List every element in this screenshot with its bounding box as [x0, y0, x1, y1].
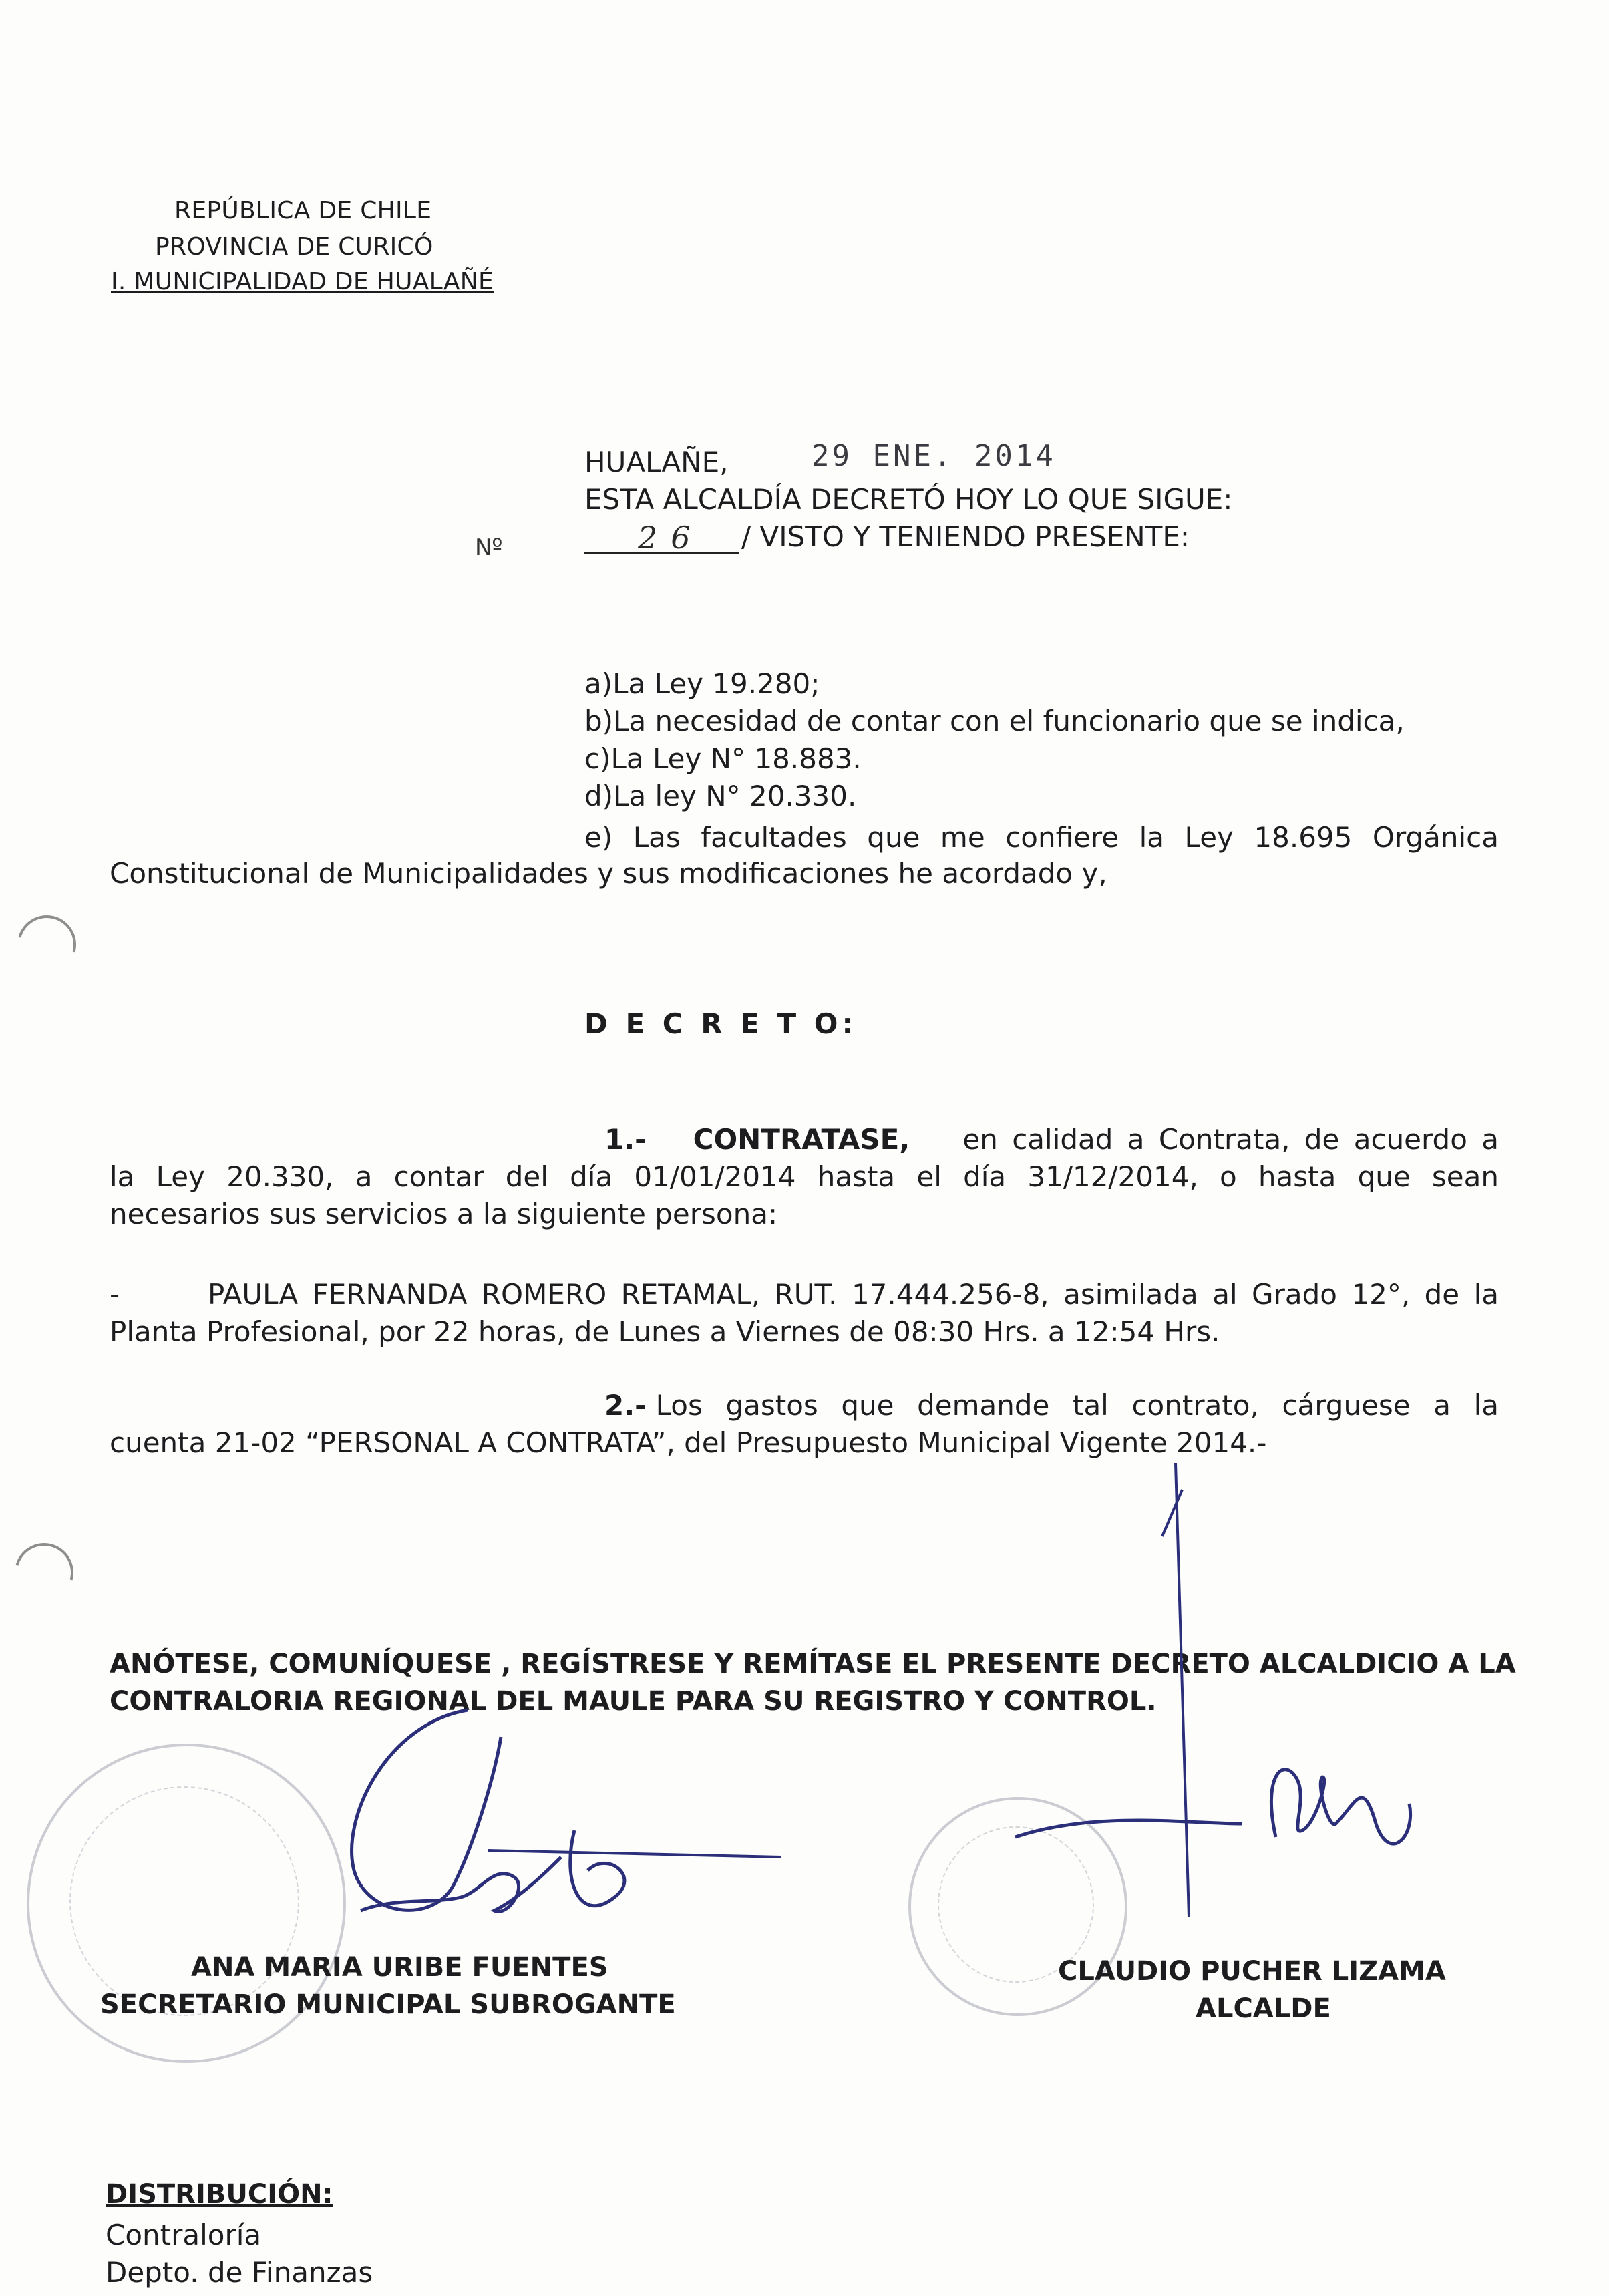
distribution-item-2: Depto. de Finanzas: [106, 2256, 373, 2289]
person-line2: Planta Profesional, por 22 horas, de Lunes a Viernes de 08:30 Hrs. a 12:54 Hrs.: [110, 1315, 1220, 1348]
person-dash: -: [110, 1278, 120, 1311]
consideration-a: a)La Ley 19.280;: [584, 667, 820, 700]
punch-hole-bottom: [4, 1532, 84, 1613]
consideration-b: b)La necesidad de contar con el funcionario que se indica,: [584, 705, 1405, 737]
punch-hole-top: [7, 905, 87, 985]
consideration-e-line2: Constitucional de Municipalidades y sus modificaciones he acordado y,: [110, 857, 1107, 890]
right-signature: [1135, 1463, 1509, 2024]
item2-line2: cuenta 21-02 “PERSONAL A CONTRATA”, del Presupuesto Municipal Vigente 2014.-: [110, 1426, 1267, 1459]
item2-first-line: [604, 1387, 1499, 1424]
item1-keyword: CONTRATASE,: [693, 1123, 910, 1156]
item1-line2: la Ley 20.330, a contar del día 01/01/2014 hasta el día 31/12/2014, o hasta que sean: [110, 1160, 1499, 1193]
decree-number-value: 26: [638, 520, 704, 556]
visto-line: / VISTO Y TENIENDO PRESENTE:: [741, 520, 1190, 553]
item1-line1-rest: en calidad a Contrata, de acuerdo a: [962, 1123, 1499, 1156]
right-signer-name: CLAUDIO PUCHER LIZAMA: [1058, 1956, 1446, 1987]
decree-number-label: Nº: [475, 534, 503, 561]
decreto-title: D E C R E T O:: [584, 1007, 858, 1040]
distribution-title: DISTRIBUCIÓN:: [106, 2179, 333, 2210]
date-stamp: 29 ENE. 2014: [812, 439, 1056, 473]
right-signer-title: ALCALDE: [1196, 1993, 1331, 2024]
left-signature: [294, 1697, 801, 1977]
person-line1: PAULA FERNANDA ROMERO RETAMAL, RUT. 17.444.256-8, asimilada al Grado 12°, de la: [208, 1278, 1499, 1311]
header-municipality: I. MUNICIPALIDAD DE HUALAÑÉ: [111, 268, 494, 295]
closing-line1: ANÓTESE, COMUNÍQUESE , REGÍSTRESE Y REMÍTASE EL PRESENTE DECRETO ALCALDICIO A LA: [110, 1649, 1516, 1679]
item1-line3: necesarios sus servicios a la siguiente persona:: [110, 1198, 778, 1231]
header-republic: REPÚBLICA DE CHILE: [174, 197, 432, 224]
item1-number: 1.-: [604, 1123, 647, 1156]
closing-line2: CONTRALORIA REGIONAL DEL MAULE PARA SU REGISTRO Y CONTROL.: [110, 1686, 1157, 1717]
header-province: PROVINCIA DE CURICÓ: [155, 233, 433, 261]
intro-decree-line: ESTA ALCALDÍA DECRETÓ HOY LO QUE SIGUE:: [584, 483, 1233, 516]
consideration-d: d)La ley N° 20.330.: [584, 780, 857, 812]
intro-place: HUALAÑE,: [584, 446, 729, 478]
item1-first-line: [604, 1121, 1499, 1158]
consideration-c: c)La Ley N° 18.883.: [584, 742, 862, 775]
item2-line1-rest: Los gastos que demande tal contrato, cárguese a la: [655, 1389, 1499, 1422]
left-signer-name: ANA MARIA URIBE FUENTES: [191, 1952, 608, 1983]
left-signer-title: SECRETARIO MUNICIPAL SUBROGANTE: [100, 1989, 676, 2020]
distribution-item-1: Contraloría: [106, 2219, 262, 2251]
consideration-e-line1: e) Las facultades que me confiere la Ley 18.695 Orgánica: [584, 821, 1499, 854]
item2-number: 2.-: [604, 1389, 647, 1422]
